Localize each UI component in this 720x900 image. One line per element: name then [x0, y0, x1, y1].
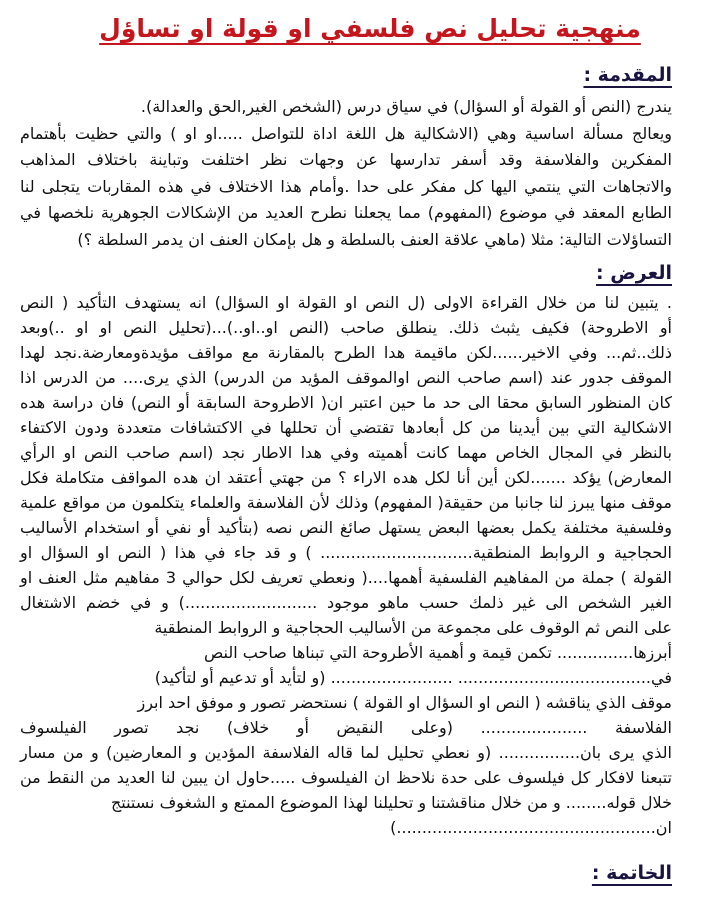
intro-paragraph: [20, 94, 672, 254]
conclusion-heading: الخاتمة :: [591, 862, 672, 884]
body-line: أو الاطروحة) فكيف يثبث ذلك. ينطلق صاحب (النص او..او..)...(تحليل النص او او ..)وبعد: [20, 318, 672, 337]
intro-line: المفكرين والفلاسفة وقد أسفر تدارسها عن وجهات نظر اختلفت وتباينة باختلاف المذاهب: [20, 150, 672, 170]
body-line: الحجاجية و الروابط المنطقية.............................. ) و قد جاء في هذا ( النص او السؤال او: [20, 543, 672, 562]
body-line: على النص ثم الوقوف على مجموعة من الأساليب الحجاجية و الروابط المنطقية: [154, 618, 672, 637]
body-line: كان المنظور السابق محقا الى حد ما حين اعتبر ان( الاطروحة السابقة أو النص) فان دراسة هده: [20, 393, 672, 412]
intro-line: يندرج (النص أو القولة أو السؤال) في سياق درس (الشخص الغير,الحق والعدالة).: [140, 97, 672, 116]
body-paragraph: [20, 290, 672, 840]
document-title: منهجية تحليل نص فلسفي او قولة او تساؤل: [99, 14, 641, 43]
body-heading: العرض :: [596, 262, 672, 284]
intro-heading: المقدمة :: [583, 64, 672, 86]
body-line: موقف منها يبرز لنا جانبا من حقيقة( المفهوم) وذلك لأن الفلاسفة والعلماء يتكلمون من مواقع علمية: [20, 493, 672, 512]
body-line: ان...................................................): [390, 818, 672, 837]
body-line: أبرزها............... تكمن قيمة و أهمية الأطروحة التي تبناها صاحب النص: [203, 643, 672, 662]
body-line: تتبعنا لافكار كل فيلسوف على حدة نلاحظ ان الفيلسوف .....حاول ان يبين لنا العديد من النقط من: [20, 768, 672, 787]
body-line: في...................................... ........................ (و لتأيد أو تدعيم أو لتأكيد): [154, 668, 672, 687]
body-line: الذي يرى بان................ (و نعطي تحليل لما قاله الفلاسفة المؤدين و المعارضين) و من مسار: [20, 743, 672, 762]
intro-line: التساؤلات التالية: مثلا (ماهي علاقة العنف بالسلطة و هل بإمكان العنف ان يدمر السلطة ؟): [77, 229, 672, 249]
body-line: بالنظر في المجال الخاص مهما كانت أهميته وفي هدا الاطار نجد (اسم صاحب النص او الرأي: [20, 443, 672, 462]
body-line: القولة ) جملة من المفاهيم الفلسفية أهمها....( ونعطي تعريف لكل حوالي 3 مفاهيم مثل العنف او: [20, 568, 672, 587]
body-line: الموقف جدور عند (اسم صاحب النص اوالموقف المؤيد من الدرس) الذي يرى.... من الدرس اذا: [20, 368, 672, 387]
body-line: وفلسفية مختلفة يكمل بعضها البعض يستهل صائغ النص نصه (بتأكيد أو نفي أو استخدام الأساليب: [20, 518, 672, 537]
body-line: خلال قوله........ و من خلال مناقشتنا و تحليلنا لهذا الموضوع الممتع و الشغوف نستنتج: [110, 793, 672, 812]
body-line: الاشكالية التي بين أيدينا من كل أبعادها تقتضي أن تحللها في الاكتشافات متعددة ودون الاكتفاء: [20, 418, 672, 437]
intro-line: ويعالج مسألة اساسية وهي (الاشكالية هل اللغة اداة للتواصل .....او او ) والتي حظيت بأهتمام: [20, 123, 672, 143]
body-line: الغير الشخص الى غير ذلمك حسب ماهو موجود ..........................) و في خضم الاشتغال: [20, 593, 672, 612]
intro-line: الطابع المعقد في موضوع (المفهوم) مما يجعلنا نطرح العديد من الإشكالات الجوهرية نلخصها في: [20, 203, 672, 223]
intro-line: والاتجاهات التي ينتمي اليها كل مفكر على حدا .وأمام هذا الاختلاف في هذه المقاربات يتجلى لنا: [20, 176, 672, 196]
body-line: . يتبين لنا من خلال القراءة الاولى (ل النص او القولة او السؤال) انه يستهدف التأكيد ( النص: [20, 293, 672, 312]
body-line: المعارض) يؤكد .......لكن أين أنا لكل هده الاراء ؟ من جهتي أعتقد ان هده المواقف متكاملة فكل: [20, 468, 672, 487]
body-line: ذلك..ثم... وفي الاخير......لكن ماقيمة هدا الطرح بالمقارنة مع مواقف مؤيدةومعارضة.نجد لهدا: [20, 343, 672, 362]
body-line: موقف الذي يناقشه ( النص او السؤال او القولة ) نستحضر تصور و موفق احد ابرز: [137, 693, 672, 712]
body-line: الفلاسفة ..................... (وعلى النقيض أو خلاف) نجد تصور الفيلسوف: [20, 718, 672, 737]
